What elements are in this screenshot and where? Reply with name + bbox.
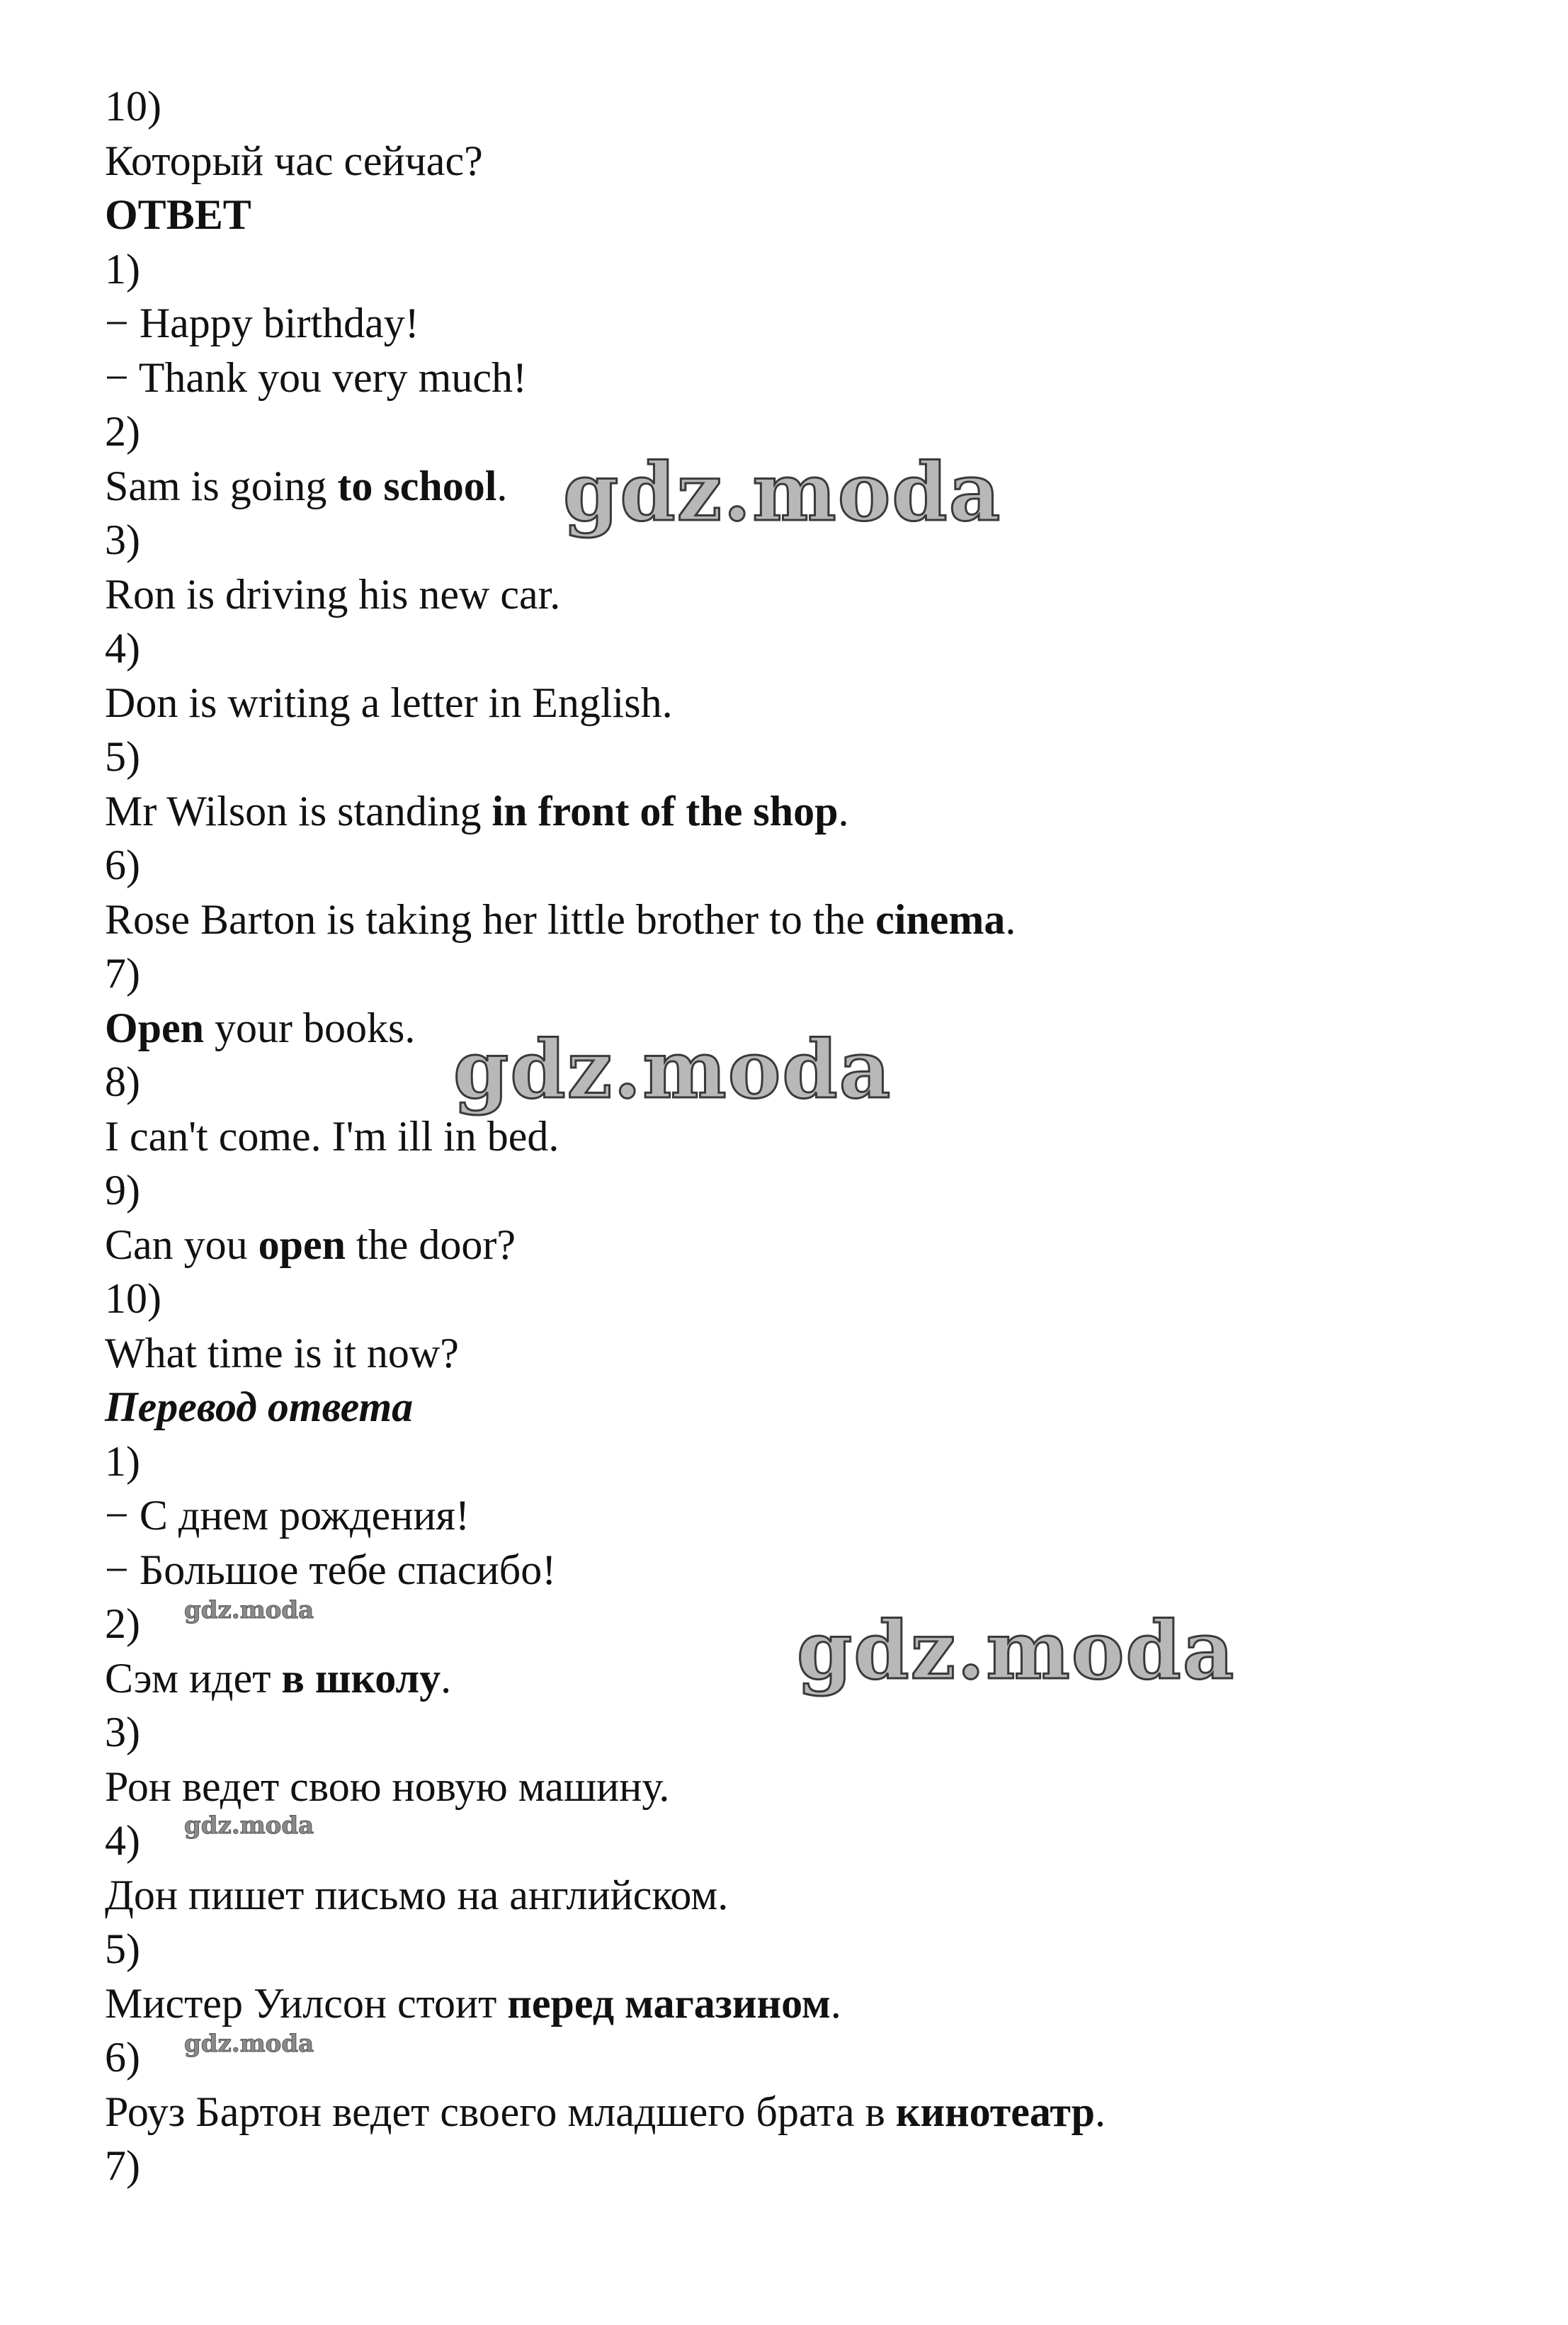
answer-text: Sam is going [105,462,338,509]
translation-line: − Большое тебе спасибо! [105,1546,557,1593]
answer-bold-text: open [258,1221,346,1268]
answer-line: − Happy birthday! [105,300,419,346]
answer-number: 9) [105,1167,140,1214]
translation-text: . [1094,2088,1106,2135]
translation-number: 3) [105,1709,140,1755]
answer-number: 7) [105,950,140,997]
answer-bold-text: Open [105,1004,205,1051]
watermark-logo-small: gdz.moda [184,2030,314,2058]
answer-text: . [496,462,508,509]
translation-line: Рон ведет свою новую машину. [105,1763,670,1810]
answer-text: your books. [204,1004,416,1051]
question-text: Который час сейчас? [105,137,483,184]
watermark-logo-small: gdz.moda [184,1811,314,1840]
watermark-logo: gdz.moda [797,1605,1236,1697]
translation-text: Сэм идет [105,1654,282,1702]
translation-number: 5) [105,1925,140,1972]
translation-number: 6) [105,2034,140,2081]
question-number: 10) [105,83,161,130]
answer-line [105,893,1486,947]
answer-number: 6) [105,842,140,888]
answer-text: the door? [346,1221,516,1268]
watermark-logo-small: gdz.moda [184,1596,314,1624]
answer-number: 10) [105,1275,161,1322]
answer-text: Can you [105,1221,259,1268]
translation-bold-text: перед магазином [507,1979,831,2027]
watermark-logo: gdz.moda [453,1024,892,1116]
translation-number: 7) [105,2142,140,2189]
answer-line: Don is writing a letter in English. [105,679,673,726]
document-page [105,79,1486,2193]
answer-line [105,1218,1486,1272]
answer-line: − Thank you very much! [105,353,527,401]
answer-line: I can't come. I'm ill in bed. [105,1112,559,1160]
answer-number: 8) [105,1058,140,1105]
translation-line: − С днем рождения! [105,1492,470,1539]
translation-line [105,1976,1486,2031]
answer-text: Rose Barton is taking her little brother to the [105,895,876,943]
answer-bold-text: in front of the shop [492,787,839,835]
translation-heading: Перевод ответа [105,1384,414,1430]
translation-text: Роуз Бартон ведет своего младшего брата в [105,2088,896,2135]
answer-bold-text: cinema [875,895,1006,943]
translation-line [105,2085,1486,2139]
answer-bold-text: to school [337,462,497,509]
answer-number: 4) [105,625,140,672]
translation-bold-text: кинотеатр [895,2088,1095,2135]
translation-text: . [441,1654,452,1702]
answer-text: Mr Wilson is standing [105,787,492,835]
translation-bold-text: в школу [281,1654,441,1702]
translation-line: Дон пишет письмо на английском. [105,1871,729,1918]
translation-text: . [830,1979,841,2027]
answer-number: 3) [105,516,140,563]
translation-number: 4) [105,1817,140,1864]
answer-text: . [1005,895,1016,943]
answer-line: What time is it now? [105,1329,459,1376]
answer-text: . [838,787,849,835]
answer-line: Ron is driving his new car. [105,570,561,618]
watermark-logo: gdz.moda [563,446,1002,539]
translation-number: 1) [105,1437,140,1485]
translation-line [105,1651,1486,1706]
translation-text: Мистер Уилсон стоит [105,1979,508,2027]
answer-number: 1) [105,245,140,293]
answer-number: 5) [105,733,140,780]
answer-heading: ОТВЕТ [105,191,251,238]
answer-number: 2) [105,408,140,455]
answer-line [105,784,1486,839]
translation-number: 2) [105,1600,140,1647]
